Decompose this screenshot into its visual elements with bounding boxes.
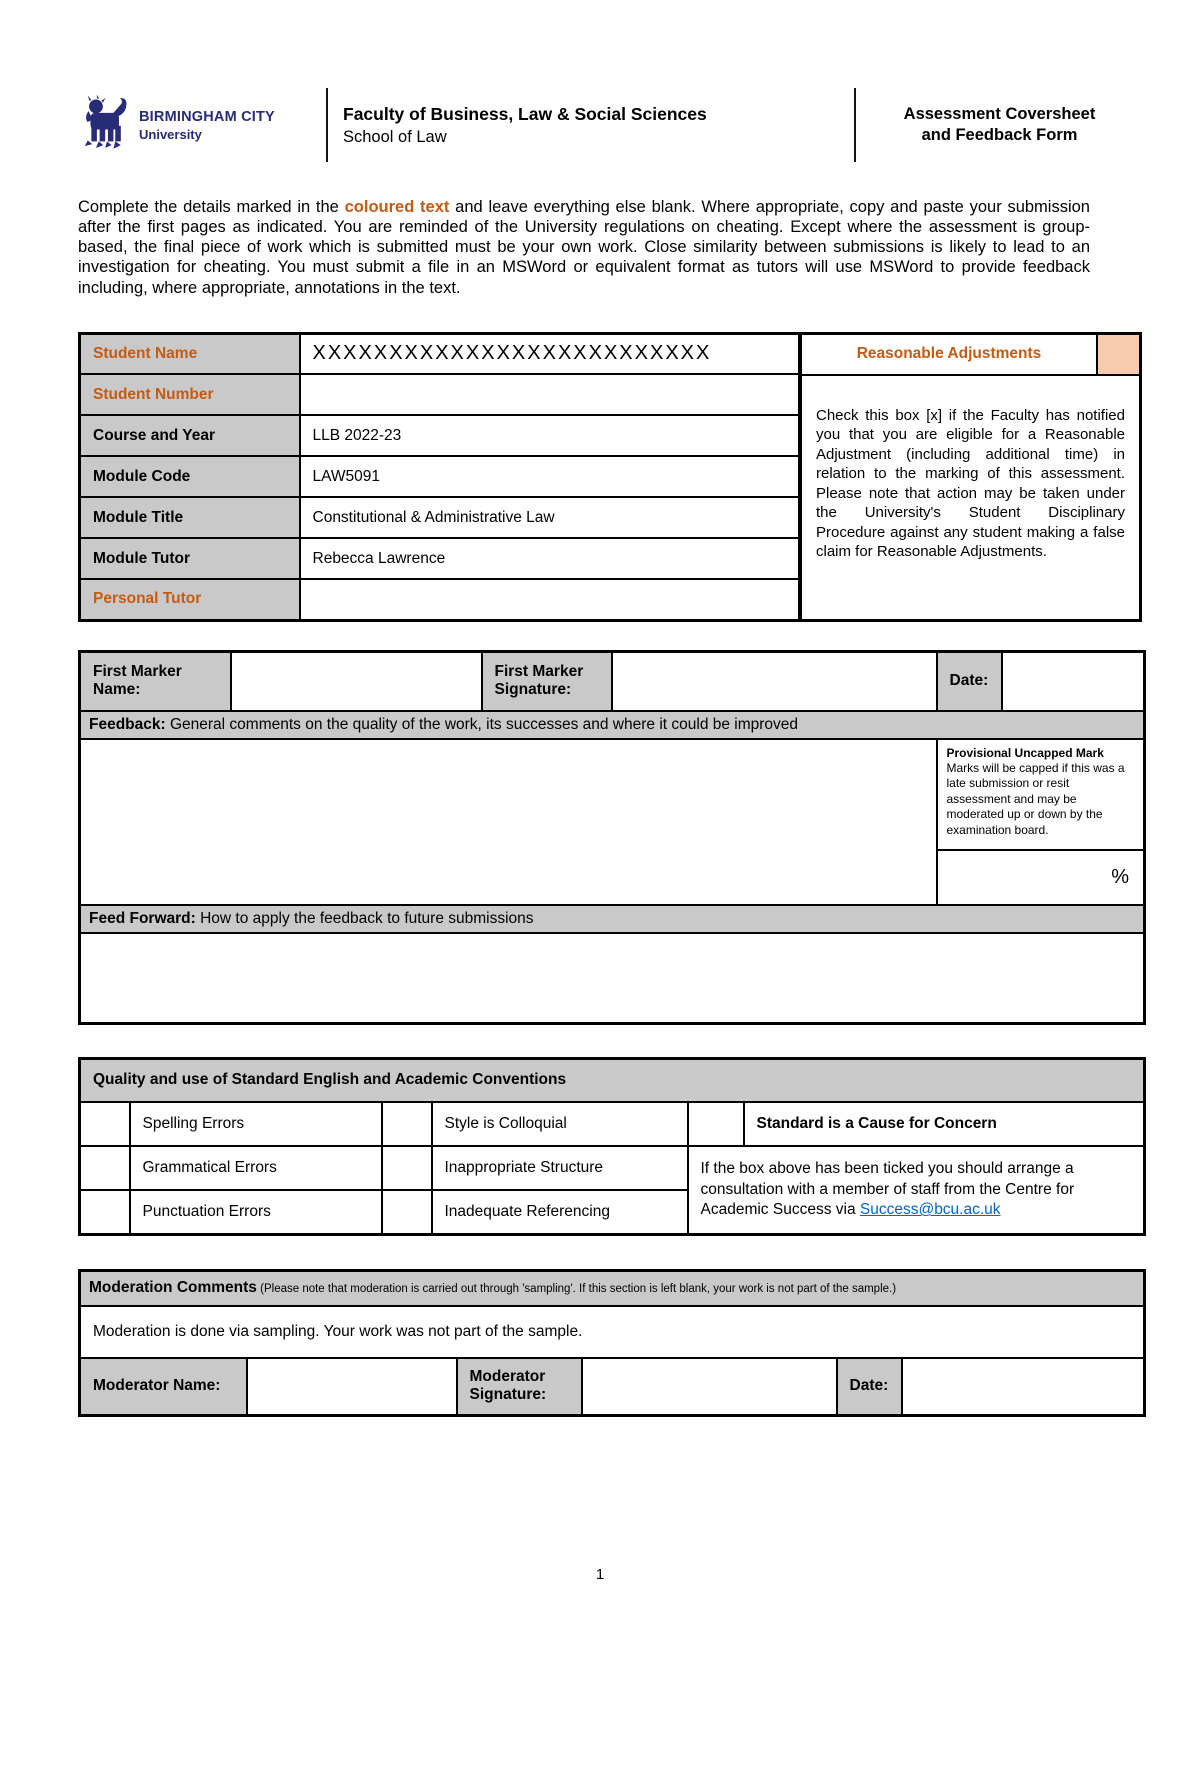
- instructions-text-2: and leave everything else blank. Where appropriate, copy and paste your submission after the first pages as indicated. You are reminded of the University regulations on cheating. Except where the assessment is group-based, the final piece of work which is submitted must be your own work. Close similarity between submissions is likely to lead to an investigation for cheating. You must submit a file in an MSWord or equivalent format as tutors will use MSWord to provide feedback including, where appropriate, annotations in the text.: [78, 198, 1090, 297]
- moderation-table: [78, 1269, 1146, 1417]
- grammatical-errors-label: Grammatical Errors: [130, 1146, 382, 1190]
- marker-feedback-table: [78, 650, 1146, 1025]
- document-title: [856, 104, 1143, 147]
- moderation-header: [80, 1270, 1145, 1306]
- reasonable-adjustments-header: [802, 335, 1139, 376]
- bcu-logo-name: BIRMINGHAM CITY: [139, 108, 275, 125]
- coloured-text-highlight: coloured text: [344, 198, 450, 216]
- bcu-logo-university: University: [139, 126, 202, 142]
- module-code-value: LAW5091: [300, 456, 800, 497]
- provisional-mark-title: Provisional Uncapped Mark: [946, 746, 1104, 761]
- academic-success-link[interactable]: Success@bcu.ac.uk: [859, 1201, 1001, 1219]
- first-marker-signature-field[interactable]: [612, 651, 937, 711]
- reasonable-adjustments-panel: [799, 332, 1142, 622]
- student-info-section: [78, 332, 1143, 622]
- punctuation-errors-label: Punctuation Errors: [130, 1190, 382, 1234]
- punctuation-errors-checkbox[interactable]: [80, 1190, 130, 1234]
- feedforward-entry-area[interactable]: [80, 933, 1145, 1023]
- school-title: School of Law: [343, 127, 447, 146]
- module-tutor-label: Module Tutor: [80, 538, 300, 579]
- first-marker-signature-label: First Marker Signature:: [482, 651, 612, 711]
- student-number-label: Student Number: [80, 374, 300, 415]
- module-title-value: Constitutional & Administrative Law: [300, 497, 800, 538]
- moderator-name-label: Moderator Name:: [80, 1358, 247, 1415]
- first-marker-name-label: First Marker Name:: [80, 651, 231, 711]
- bcu-lion-icon: [84, 94, 130, 157]
- feedback-header-desc: General comments on the quality of the work, its successes and where it could be improved: [165, 716, 799, 734]
- moderator-signature-label: Moderator Signature:: [457, 1358, 582, 1415]
- academic-success-text: If the box above has been ticked you should arrange a consultation with a member of staff from the Centre for Academic Success via: [700, 1160, 1075, 1219]
- feedforward-header-label: Feed Forward:: [89, 910, 196, 928]
- quality-section-title: Quality and use of Standard English and Academic Conventions: [80, 1058, 1145, 1102]
- provisional-mark-note: Marks will be capped if this was a late submission or resit assessment and may be moderated up or down by the examination board.: [946, 761, 1125, 837]
- faculty-title: Faculty of Business, Law & Social Sciences: [343, 103, 707, 124]
- course-year-label: Course and Year: [80, 415, 300, 456]
- moderation-comment: Moderation is done via sampling. Your work was not part of the sample.: [80, 1306, 1145, 1358]
- page-header: [78, 88, 1143, 162]
- inappropriate-structure-checkbox[interactable]: [382, 1146, 432, 1190]
- grammatical-errors-checkbox[interactable]: [80, 1146, 130, 1190]
- provisional-mark-percent-field[interactable]: %: [937, 850, 1145, 905]
- student-number-field[interactable]: [300, 374, 800, 415]
- marker-date-field[interactable]: [1002, 651, 1145, 711]
- feedback-entry-area[interactable]: [80, 739, 937, 905]
- bcu-logo: [84, 94, 326, 157]
- feedback-header-label: Feedback:: [89, 716, 166, 734]
- instructions-text-1: Complete the details marked in the: [78, 198, 345, 216]
- feedback-header: [80, 711, 1145, 739]
- academic-success-note: [688, 1146, 1145, 1234]
- inappropriate-structure-label: Inappropriate Structure: [432, 1146, 688, 1190]
- document-title-line1: Assessment Coversheet: [903, 104, 1096, 123]
- faculty-block: [328, 104, 854, 147]
- moderator-signature-field[interactable]: [582, 1358, 837, 1415]
- table-row: [80, 933, 1145, 1023]
- reasonable-adjustments-body: Check this box [x] if the Faculty has notified you that you are eligible for a Reasonable Adjustment (including additional time) in relation to the marking of this assessment. Please note that action may be taken under the University's Student Disciplinary Procedure against any student making a false claim for Reasonable Adjustments.: [816, 406, 1125, 561]
- document-title-line2: and Feedback Form: [921, 126, 1078, 144]
- reasonable-adjustments-checkbox[interactable]: [1096, 335, 1139, 374]
- bcu-logo-text: [139, 109, 275, 142]
- moderator-date-field[interactable]: [902, 1358, 1145, 1415]
- moderator-date-label: Date:: [837, 1358, 902, 1415]
- course-year-value: LLB 2022-23: [300, 415, 800, 456]
- inadequate-referencing-checkbox[interactable]: [382, 1190, 432, 1234]
- student-name-label: Student Name: [80, 333, 300, 374]
- first-marker-name-field[interactable]: [231, 651, 482, 711]
- table-row: [80, 1058, 1145, 1102]
- table-row: [80, 905, 1145, 933]
- moderator-name-field[interactable]: [247, 1358, 457, 1415]
- table-row: [80, 1270, 1145, 1306]
- table-row: [80, 1146, 1145, 1190]
- student-name-field[interactable]: XXXXXXXXXXXXXXXXXXXXXXXXXX: [300, 333, 800, 374]
- spelling-errors-checkbox[interactable]: [80, 1102, 130, 1146]
- table-row: [80, 739, 1145, 850]
- instructions-paragraph: [78, 197, 1090, 298]
- personal-tutor-field[interactable]: [300, 579, 800, 620]
- feedforward-header: [80, 905, 1145, 933]
- moderation-title: Moderation Comments: [89, 1279, 257, 1297]
- module-title-label: Module Title: [80, 497, 300, 538]
- module-tutor-value: Rebecca Lawrence: [300, 538, 800, 579]
- inadequate-referencing-label: Inadequate Referencing: [432, 1190, 688, 1234]
- table-row: [80, 1306, 1145, 1358]
- table-row: [80, 333, 800, 374]
- quality-table: [78, 1057, 1146, 1236]
- page-number: 1: [595, 1566, 605, 1583]
- table-row: [80, 579, 800, 620]
- module-code-label: Module Code: [80, 456, 300, 497]
- table-row: [80, 651, 1145, 711]
- spelling-errors-label: Spelling Errors: [130, 1102, 382, 1146]
- table-row: [80, 497, 800, 538]
- table-row: [80, 1358, 1145, 1415]
- cause-for-concern-checkbox[interactable]: [688, 1102, 744, 1146]
- table-row: [80, 456, 800, 497]
- reasonable-adjustments-title: Reasonable Adjustments: [856, 345, 1042, 363]
- moderation-note: (Please note that moderation is carried out through 'sampling'. If this section is left blank, your work is not part of the sample.): [256, 1283, 897, 1296]
- table-row: [80, 1102, 1145, 1146]
- personal-tutor-label: Personal Tutor: [80, 579, 300, 620]
- cause-for-concern-label: Standard is a Cause for Concern: [744, 1102, 1145, 1146]
- provisional-mark-cell: [937, 739, 1145, 850]
- table-row: [80, 415, 800, 456]
- table-row: [80, 538, 800, 579]
- marker-date-label: Date:: [937, 651, 1002, 711]
- style-colloquial-label: Style is Colloquial: [432, 1102, 688, 1146]
- assessment-coversheet-page: [0, 88, 1200, 1417]
- table-row: [80, 711, 1145, 739]
- feedforward-header-desc: How to apply the feedback to future submissions: [195, 910, 534, 928]
- style-colloquial-checkbox[interactable]: [382, 1102, 432, 1146]
- student-info-table: [78, 332, 801, 622]
- table-row: [80, 374, 800, 415]
